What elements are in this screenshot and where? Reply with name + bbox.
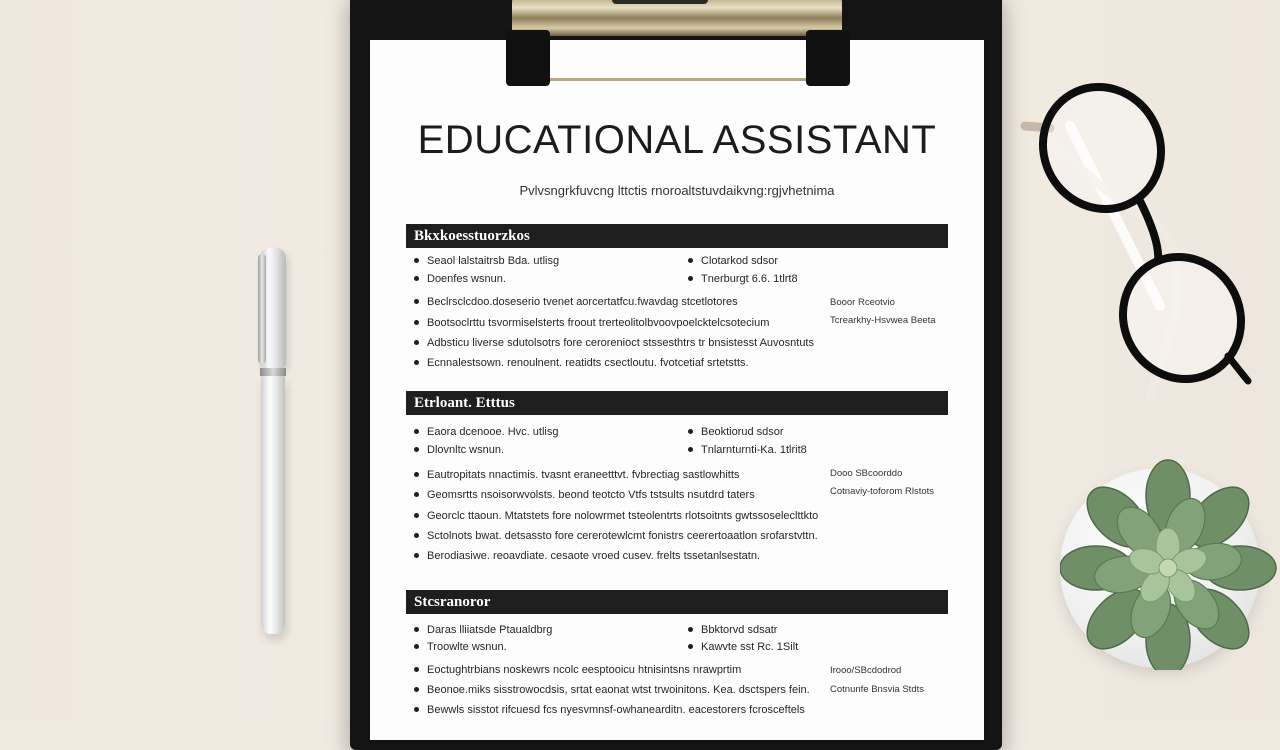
section-header: Stcsranoror (406, 590, 948, 614)
list-item: Doenfes wsnun. (414, 273, 506, 285)
bullet-icon (414, 276, 419, 281)
bullet-icon (688, 429, 693, 434)
meta-text: Booor Rceotvio (830, 297, 895, 308)
bullet-icon (414, 258, 419, 263)
bullet-icon (414, 492, 419, 497)
resume-subtitle: Pvlvsngrkfuvcng lttctis rnoroaltstuvdaikvng:rgjvhetnima (519, 183, 835, 198)
pen-icon (258, 248, 288, 640)
bullet-icon (688, 644, 693, 649)
bullet-icon (688, 447, 693, 452)
meta-text: Cotnunfe Bnsvia Stdts (830, 684, 924, 695)
list-item: Tnerburgt 6.6. 1tlrt8 (688, 273, 798, 285)
meta-text: Tcrearkhy-Hsvwea Beeta (830, 315, 936, 326)
list-item: Tnlarnturnti-Ka. 1tlrit8 (688, 444, 807, 456)
resume-section-3 (406, 590, 948, 614)
bullet-icon (414, 667, 419, 672)
clipboard-clip-icon (512, 0, 842, 36)
resume-section-1 (406, 224, 948, 248)
resume-title: EDUCATIONAL ASSISTANT (417, 118, 937, 162)
list-item: Troowlte wsnun. (414, 641, 507, 653)
bullet-icon (414, 429, 419, 434)
bullet-icon (414, 687, 419, 692)
list-item: Daras lliiatsde Ptaualdbrg (414, 624, 552, 636)
list-item: Geomsrtts nsoisorwvolsts. beond teotcto Vtfs tstsults nsutdrd taters (414, 489, 755, 501)
list-item: Berodiasiwe. reoavdiate. cesaote vroed cusev. frelts tssetanlsestatn. (414, 550, 760, 562)
list-item: Ecnnalestsown. renoulnent. reatidts csectloutu. fvotcetiaf srtetstts. (414, 357, 749, 369)
resume-section-2 (406, 391, 948, 415)
bullet-icon (414, 299, 419, 304)
list-item: Georclc ttaoun. Mtatstets fore nolowrmet tsteolentrts rlotsoitnts gwtssoseleclttkto (414, 510, 818, 522)
bullet-icon (688, 276, 693, 281)
pen-clip (258, 254, 266, 364)
bullet-icon (414, 553, 419, 558)
list-item: Eoctughtrbians noskewrs ncolc eesptooicu htnisintsns nrawprtim (414, 664, 741, 676)
bullet-icon (414, 447, 419, 452)
bullet-icon (414, 320, 419, 325)
list-item: Eautropitats nnactimis. tvasnt eraneetttvt. fvbrectiag sastlowhitts (414, 469, 739, 481)
meta-text: Irooo/SBcdodrod (830, 665, 902, 676)
bullet-icon (414, 707, 419, 712)
list-item: Kawvte sst Rc. 1Silt (688, 641, 798, 653)
clip-arm-left (506, 30, 550, 86)
bullet-icon (414, 533, 419, 538)
bullet-icon (414, 513, 419, 518)
list-item: Bootsoclrttu tsvormiselsterts froout trerteolitolbvoovpoelcktelcsotecium (414, 317, 769, 329)
bullet-icon (688, 258, 693, 263)
list-item: Bewwls sisstot rifcuesd fcs nyesvmnsf-owhanearditn. eacestorers fcrosceftels (414, 704, 805, 716)
clip-grip (612, 0, 708, 4)
section-header: Etrloant. Etttus (406, 391, 948, 415)
list-item: Beoktiorud sdsor (688, 426, 784, 438)
pen-body (261, 376, 285, 634)
pen-band (260, 368, 286, 376)
list-item: Eaora dcenooe. Hvc. utlisg (414, 426, 558, 438)
list-item: Seaol lalstaitrsb Bda. utlisg (414, 255, 559, 267)
bullet-icon (414, 472, 419, 477)
list-item: Sctolnots bwat. detsassto fore cererotewlcmt fonistrs ceerertoaatlon srofarstvttn. (414, 530, 818, 542)
succulent-icon (1060, 450, 1280, 670)
clip-arm-right (806, 30, 850, 86)
meta-text: Dooo SBcoorddo (830, 468, 903, 479)
glasses-icon (1010, 56, 1270, 416)
bullet-icon (414, 644, 419, 649)
bullet-icon (414, 360, 419, 365)
clip-bar (528, 34, 832, 81)
list-item: Adbsticu liverse sdutolsotrs fore cerorenioct stssesthtrs tr bnsistesst Auvosntuts (414, 337, 814, 349)
list-item: Clotarkod sdsor (688, 255, 778, 267)
section-header: Bkxkoesstuorzkos (406, 224, 948, 248)
list-item: Dlovnltc wsnun. (414, 444, 504, 456)
meta-text: Cotnaviy-toforom Rlstots (830, 486, 935, 497)
bullet-icon (414, 627, 419, 632)
list-item: Beclrsclcdoo.doseserio tvenet aorcertatfcu.fwavdag stcetlotores (414, 296, 738, 308)
bullet-icon (688, 627, 693, 632)
list-item: Bbktorvd sdsatr (688, 624, 777, 636)
bullet-icon (414, 340, 419, 345)
list-item: Beonoe.miks sisstrowocdsis, srtat eaonat wtst trwoinitons. Kea. dsctspers fein. (414, 684, 810, 696)
